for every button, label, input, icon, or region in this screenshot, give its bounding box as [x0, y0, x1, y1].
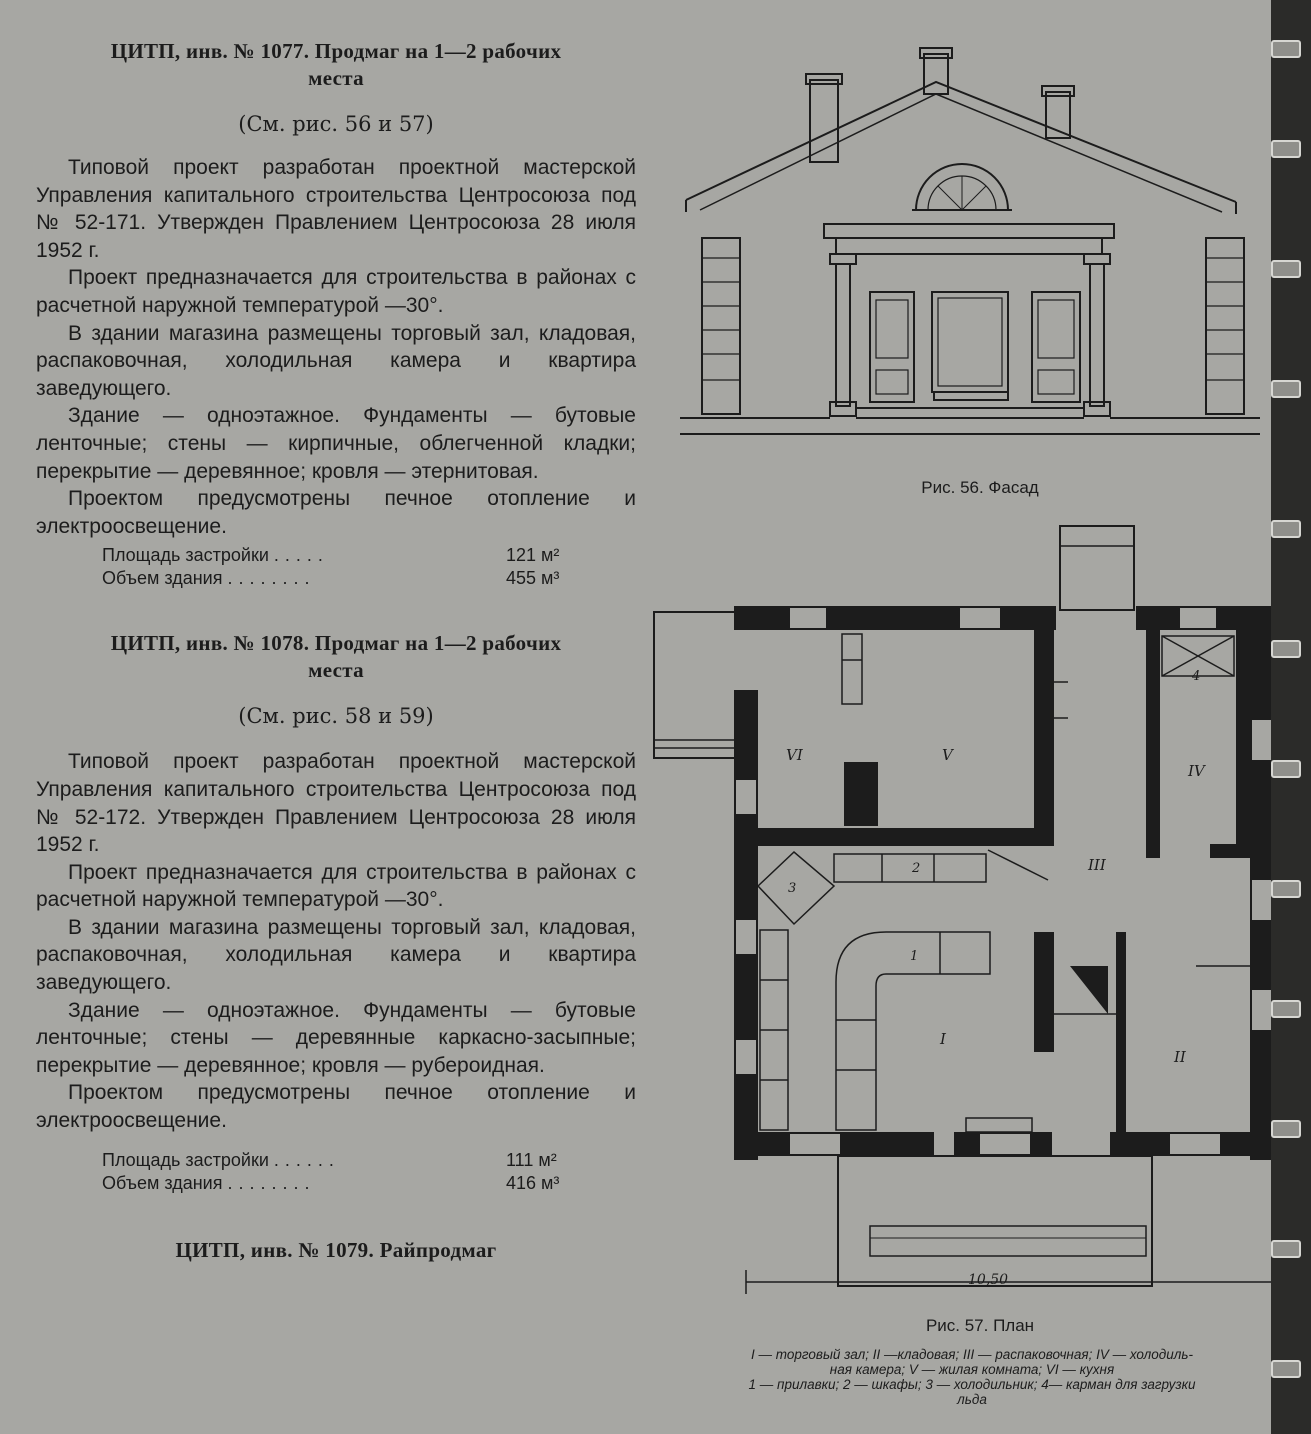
- entrance-porch: [838, 1156, 1152, 1286]
- paragraph: Проектом предусмотрены печное отопление и электроосвещение.: [36, 487, 636, 538]
- cabinet-2-top: [834, 854, 986, 882]
- right-door: [1032, 292, 1080, 402]
- paragraph: Проект предназначается для строительства в районах с расчетной наружной температурой —30°.: [36, 860, 636, 912]
- text-column: [36, 38, 636, 1264]
- paragraph: Здание — одноэтажное. Фундаменты — бутовые ленточные; стены — деревянные каркасно-засыпные; перекрытие — деревянное; кровля — рубероидная.: [36, 998, 636, 1077]
- paragraph: Проектом предусмотрены печное отопление и электроосвещение.: [36, 1081, 636, 1133]
- room-label: III: [1088, 856, 1106, 874]
- plan-legend: I — торговый зал; II —кладовая; III — распаковочная; IV — холодиль- ная камера; V — жилая комната; VI — кухня 1 — прилавки; 2 — шкафы; 3 — холодильник; 4— карман для загрузки льда: [748, 1347, 1196, 1407]
- paragraph: В здании магазина размещены торговый зал, кладовая, распаковочная, холодильная камера и квартира заведующего.: [36, 321, 636, 400]
- column: [836, 264, 850, 406]
- entry-1078: [36, 630, 636, 1194]
- floor-plan: [650, 520, 1280, 1310]
- room-label: II: [1174, 1048, 1186, 1066]
- dimension-label: 10,50: [968, 1272, 1009, 1288]
- room-label: IV: [1188, 762, 1205, 780]
- paragraph: Проект предназначается для строительства в районах с расчетной наружной температурой —30°.: [36, 266, 636, 317]
- stat-row: Объем здания ........ 455 м³: [102, 568, 560, 589]
- entry-1077: [36, 38, 636, 590]
- plan-caption: Рис. 57. План: [925, 1316, 1035, 1335]
- stats-table: [102, 1149, 636, 1195]
- stat-row: Объем здания ........ 416 м³: [102, 1172, 560, 1193]
- equipment-label: 4: [1192, 669, 1201, 684]
- next-entry-heading: ЦИТП, инв. № 1079. Райпродмаг: [175, 1237, 497, 1262]
- figure-reference: (См. рис. 56 и 57): [238, 112, 434, 136]
- equipment-label: 2: [912, 861, 921, 876]
- facade-caption: Рис. 56. Фасад: [921, 478, 1039, 497]
- entry-heading: ЦИТП, инв. № 1077. Продмаг на 1—2 рабочих места: [110, 39, 562, 90]
- center-window: [932, 292, 1008, 392]
- walls: [734, 606, 1274, 1160]
- porch: [654, 612, 734, 758]
- spiral-rings: [1271, 0, 1301, 1434]
- room-label: VI: [786, 746, 803, 764]
- left-pilaster: [702, 238, 740, 414]
- stat-row: Площадь застройки ...... 111 м²: [102, 1149, 557, 1170]
- chimney: [924, 54, 948, 94]
- stat-row: Площадь застройки ..... 121 м²: [102, 545, 560, 566]
- room-label: V: [942, 746, 953, 764]
- paragraph: Здание — одноэтажное. Фундаменты — бутовые ленточные; стены — кирпичные, облегченной кладки; перекрытие — деревянное; кровля — этернитовая.: [36, 404, 636, 483]
- figure-reference: (См. рис. 58 и 59): [238, 704, 434, 729]
- paragraph: В здании магазина размещены торговый зал, кладовая, распаковочная, холодильная камера и квартира заведующего.: [36, 915, 636, 995]
- room-label: I: [940, 1030, 946, 1048]
- portico-cornice: [824, 224, 1114, 238]
- entry-heading: ЦИТП, инв. № 1078. Продмаг на 1—2 рабочих места: [110, 631, 562, 683]
- vestibule: [1060, 526, 1134, 610]
- paragraph: Типовой проект разработан проектной мастерской Управления капитального строительства Центросоюза под № 52-172. Утвержден Правлением Центросоюза 28 июля 1952 г.: [36, 750, 636, 857]
- shelf-cabinet: [842, 634, 862, 704]
- stats-table: [102, 544, 636, 590]
- equipment-label: 1: [910, 949, 919, 964]
- paragraph: Типовой проект разработан проектной мастерской Управления капитального строительства Центросоюза под № 52-171. Утвержден Правлением Центросоюза 28 июля 1952 г.: [36, 156, 636, 262]
- column: [1090, 264, 1104, 406]
- equipment-label: 3: [788, 881, 797, 896]
- window-openings: [736, 608, 1272, 1154]
- facade-drawing: [680, 40, 1260, 450]
- right-pilaster: [1206, 238, 1244, 414]
